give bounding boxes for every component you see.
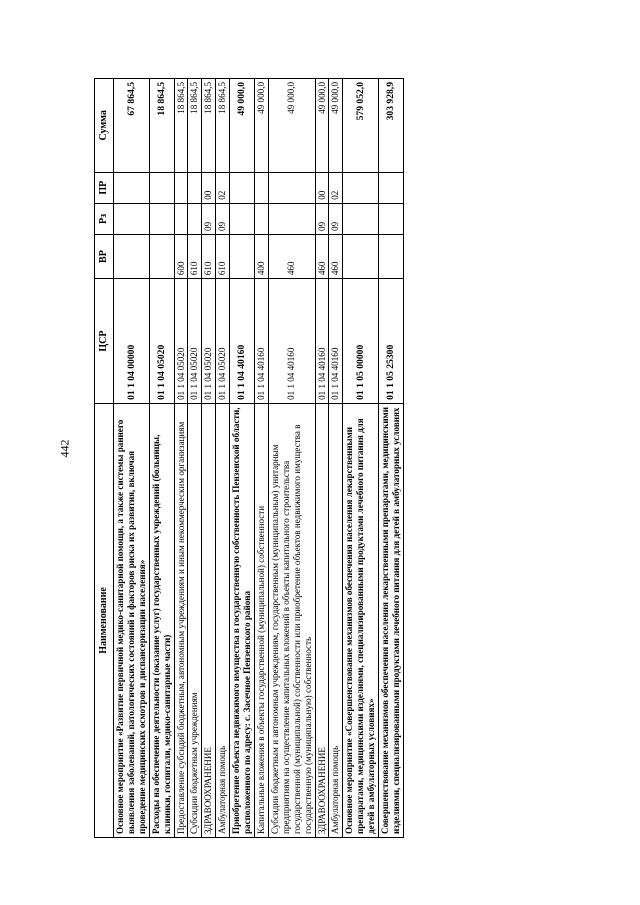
cell-sum: 49 000,0 <box>230 79 255 173</box>
cell-name: Предоставление субсидий бюджетным, автономным учреждениям и иным некоммерческим организациям <box>174 403 188 837</box>
cell-sum: 579 052,0 <box>343 79 379 173</box>
cell-csr: 01 1 05 00000 <box>343 279 379 404</box>
cell-pr <box>343 172 379 203</box>
cell-sum: 18 864,5 <box>216 79 230 173</box>
cell-vr <box>343 234 379 278</box>
cell-pr <box>268 172 315 203</box>
cell-vr: 460 <box>329 234 343 278</box>
table-row <box>114 79 150 838</box>
header-vr: ВР <box>95 234 114 278</box>
table-row <box>343 79 379 838</box>
cell-pr: 00 <box>315 172 329 203</box>
cell-vr <box>149 234 174 278</box>
table-row <box>329 79 343 838</box>
cell-rz <box>114 203 150 234</box>
cell-rz <box>343 203 379 234</box>
cell-vr: 400 <box>254 234 268 278</box>
cell-sum: 49 000,0 <box>329 79 343 173</box>
cell-pr: 02 <box>329 172 343 203</box>
cell-sum: 18 864,5 <box>149 79 174 173</box>
table-row <box>202 79 216 838</box>
cell-csr: 01 1 04 05020 <box>202 279 216 404</box>
table-row <box>379 79 404 838</box>
cell-csr: 01 1 04 05020 <box>149 279 174 404</box>
cell-pr <box>230 172 255 203</box>
table-row <box>230 79 255 838</box>
cell-csr: 01 1 04 05020 <box>188 279 202 404</box>
header-rz: Рз <box>95 203 114 234</box>
cell-pr <box>188 172 202 203</box>
cell-name: Расходы на обеспечение деятельности (оказание услуг) государственных учреждений (больницы, клиники, госпитали, медико-санитарные части) <box>149 403 174 837</box>
cell-csr: 01 1 05 25300 <box>379 279 404 404</box>
header-sum: Сумма <box>95 79 114 173</box>
cell-vr <box>230 234 255 278</box>
cell-csr: 01 1 04 05020 <box>216 279 230 404</box>
table-row <box>174 79 188 838</box>
budget-table <box>94 78 404 838</box>
cell-csr: 01 1 04 00000 <box>114 279 150 404</box>
cell-sum: 18 864,5 <box>188 79 202 173</box>
cell-name: Субсидии бюджетным учреждениям <box>188 403 202 837</box>
cell-name: Амбулаторная помощь <box>329 403 343 837</box>
cell-rz: 09 <box>315 203 329 234</box>
cell-rz <box>254 203 268 234</box>
cell-vr: 460 <box>268 234 315 278</box>
header-name: Наименование <box>95 403 114 837</box>
cell-csr: 01 1 04 40160 <box>315 279 329 404</box>
cell-rz <box>174 203 188 234</box>
cell-pr <box>149 172 174 203</box>
cell-rz: 09 <box>329 203 343 234</box>
cell-vr <box>379 234 404 278</box>
table-row <box>254 79 268 838</box>
cell-sum: 49 000,0 <box>268 79 315 173</box>
cell-name: Совершенствование механизмов обеспечения населения лекарственными препаратами, медицинскими изделиями, специализированными продуктами лечебного питания для детей в амбулаторных условиях <box>379 403 404 837</box>
cell-pr <box>174 172 188 203</box>
cell-rz: 09 <box>216 203 230 234</box>
table-row <box>216 79 230 838</box>
table-body <box>114 79 404 838</box>
cell-vr: 460 <box>315 234 329 278</box>
cell-name: Основное мероприятие «Совершенствование механизмов обеспечения населения лекарственными препаратами, медицинскими изделиями, специализированными продуктами лечебного питания для детей в амбулаторных условиях» <box>343 403 379 837</box>
cell-sum: 49 000,0 <box>315 79 329 173</box>
table-row <box>188 79 202 838</box>
cell-rz <box>188 203 202 234</box>
cell-pr <box>114 172 150 203</box>
cell-pr: 00 <box>202 172 216 203</box>
cell-sum: 18 864,5 <box>202 79 216 173</box>
cell-name: Приобретение объекта недвижимого имущества в государственную собственность Пензенской области, расположенного по адресу: с. Засечное Пензенского района <box>230 403 255 837</box>
cell-csr: 01 1 04 40160 <box>230 279 255 404</box>
page-number: 442 <box>57 439 72 458</box>
cell-pr <box>254 172 268 203</box>
cell-pr: 02 <box>216 172 230 203</box>
cell-rz <box>149 203 174 234</box>
table-viewport <box>94 78 550 838</box>
cell-vr: 610 <box>188 234 202 278</box>
cell-sum: 49 000,0 <box>254 79 268 173</box>
cell-vr: 610 <box>216 234 230 278</box>
cell-csr: 01 1 04 40160 <box>268 279 315 404</box>
cell-name: Капитальные вложения в объекты государственной (муниципальной) собственности <box>254 403 268 837</box>
cell-vr <box>114 234 150 278</box>
header-pr: ПР <box>95 172 114 203</box>
cell-rz: 09 <box>202 203 216 234</box>
cell-name: Субсидии бюджетным и автономным учреждениям, государственным (муниципальным) унитарным предприятиям на осуществление капитальных вложений в объекты капитального строительства государственной (муниципальной) собственности или приобретение объектов недвижимого имущества в государственную (муниципальную) собственность <box>268 403 315 837</box>
rotated-table-container <box>94 78 550 838</box>
cell-pr <box>379 172 404 203</box>
header-csr: ЦСР <box>95 279 114 404</box>
table-row <box>268 79 315 838</box>
cell-name: ЗДРАВООХРАНЕНИЕ <box>202 403 216 837</box>
cell-sum: 18 864,5 <box>174 79 188 173</box>
cell-vr: 610 <box>202 234 216 278</box>
cell-name: Амбулаторная помощь <box>216 403 230 837</box>
cell-sum: 67 864,5 <box>114 79 150 173</box>
cell-sum: 303 928,9 <box>379 79 404 173</box>
cell-name: ЗДРАВООХРАНЕНИЕ <box>315 403 329 837</box>
cell-vr: 600 <box>174 234 188 278</box>
table-row <box>315 79 329 838</box>
cell-rz <box>230 203 255 234</box>
cell-csr: 01 1 04 05020 <box>174 279 188 404</box>
cell-rz <box>268 203 315 234</box>
cell-csr: 01 1 04 40160 <box>254 279 268 404</box>
cell-rz <box>379 203 404 234</box>
table-row <box>149 79 174 838</box>
cell-csr: 01 1 04 40160 <box>329 279 343 404</box>
cell-name: Основное мероприятие «Развитие первичной медико-санитарной помощи, а также системы раннего выявления заболеваний, патологических состояний и факторов риска их развития, включая проведение медицинских осмотров и диспансеризации населения» <box>114 403 150 837</box>
header-row <box>95 79 114 838</box>
